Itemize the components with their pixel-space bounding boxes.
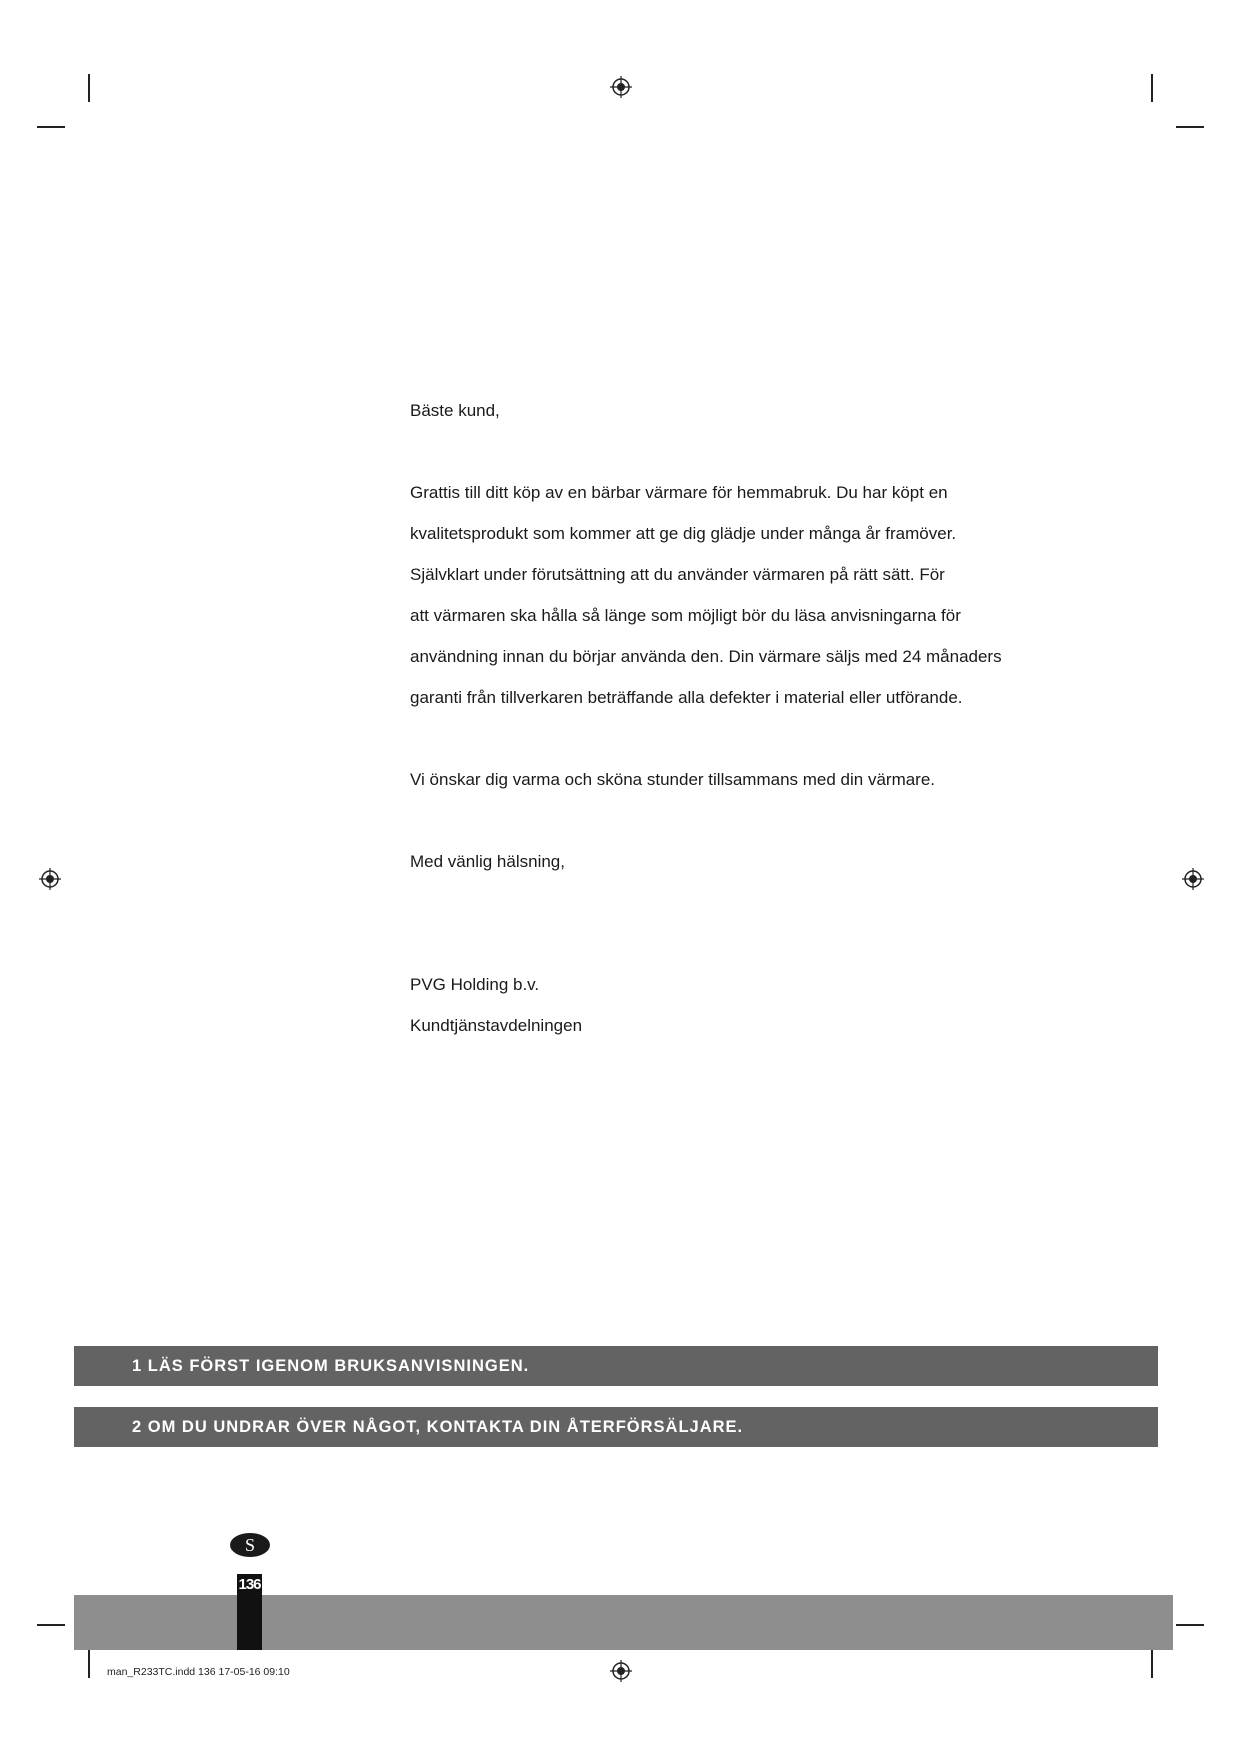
salutation: Bäste kund,: [410, 401, 500, 420]
page-number: 136: [238, 1576, 261, 1593]
closing: Med vänlig hälsning,: [410, 852, 565, 871]
registration-crosshair-icon: [39, 868, 61, 890]
department-name: Kundtjänstavdelningen: [410, 1016, 583, 1035]
instruction-bar-1: 1 LÄS FÖRST IGENOM BRUKSANVISNINGEN.: [74, 1346, 1158, 1386]
crop-mark-top-right-vertical: [1151, 74, 1153, 102]
paragraph-line: Självklart under förutsättning att du använder värmaren på rätt sätt. För: [410, 565, 945, 584]
paragraph-line: användning innan du börjar använda den. Din värmare säljs med 24 månaders: [410, 647, 1002, 666]
registration-crosshair-icon: [1182, 868, 1204, 890]
crop-mark-bottom-right-horizontal: [1176, 1624, 1204, 1626]
instruction-bar-2: 2 OM DU UNDRAR ÖVER NÅGOT, KONTAKTA DIN ÅTERFÖRSÄLJARE.: [74, 1407, 1158, 1447]
paragraph-line: garanti från tillverkaren beträffande alla defekter i material eller utförande.: [410, 688, 963, 707]
crop-mark-bottom-left-vertical: [88, 1650, 90, 1678]
registration-crosshair-icon: [610, 76, 632, 98]
language-badge: S: [230, 1533, 270, 1557]
crop-mark-bottom-right-vertical: [1151, 1650, 1153, 1678]
wish-line: Vi önskar dig varma och sköna stunder tillsammans med din värmare.: [410, 770, 936, 789]
crop-mark-top-right-horizontal: [1176, 126, 1204, 128]
paragraph-line: Grattis till ditt köp av en bärbar värmare för hemmabruk. Du har köpt en: [410, 483, 948, 502]
crop-mark-top-left-vertical: [88, 74, 90, 102]
crop-mark-top-left-horizontal: [37, 126, 65, 128]
print-slug: man_R233TC.indd 136 17-05-16 09:10: [107, 1666, 290, 1678]
paragraph-line: att värmaren ska hålla så länge som möjligt bör du läsa anvisningarna för: [410, 606, 961, 625]
letter-body: [410, 390, 1090, 1046]
company-name: PVG Holding b.v.: [410, 975, 540, 994]
paragraph-line: kvalitetsprodukt som kommer att ge dig glädje under många år framöver.: [410, 524, 957, 543]
registration-crosshair-icon: [610, 1660, 632, 1682]
crop-mark-bottom-left-horizontal: [37, 1624, 65, 1626]
